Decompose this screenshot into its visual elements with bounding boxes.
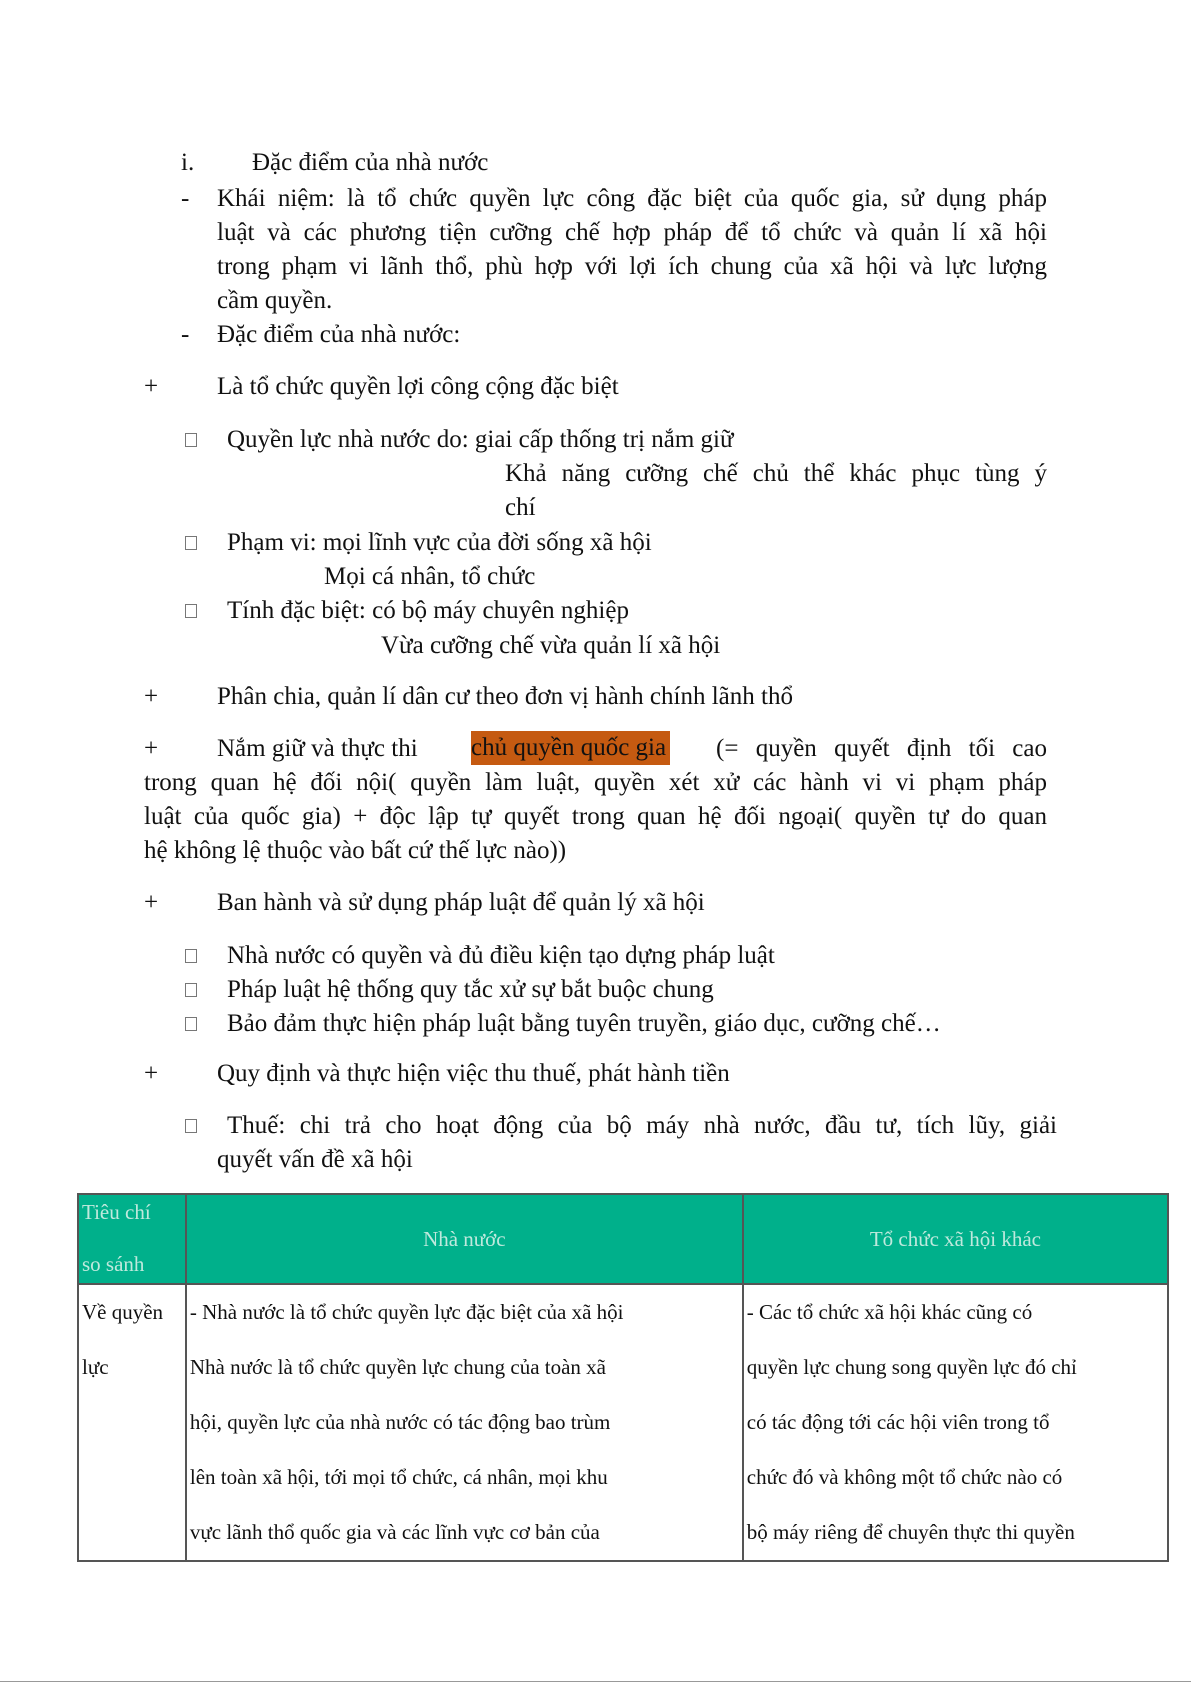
checkbox-icon — [185, 536, 197, 550]
cell-line: Nhà nước là tổ chức quyền lực chung của toàn xã — [189, 1355, 606, 1379]
feature-item: Phân chia, quản lí dân cư theo đơn vị hành chính lãnh thổ — [217, 683, 793, 710]
feature-item: Quy định và thực hiện việc thu thuế, phát hành tiền — [217, 1060, 730, 1087]
feature-item-line: trong quan hệ đối nội( quyền làm luật, quyền xét xử các hành vi vi phạm pháp — [144, 769, 1047, 796]
plus-marker: + — [144, 889, 159, 916]
sub-item-cont: Mọi cá nhân, tổ chức — [324, 563, 536, 590]
section-heading: Đặc điểm của nhà nước — [252, 149, 489, 176]
sub-item-cont: chí — [505, 494, 536, 521]
cell-line: lên toàn xã hội, tới mọi tổ chức, cá nhân, mọi khu — [189, 1465, 608, 1489]
checkbox-icon — [185, 1119, 197, 1133]
highlighted-text: chủ quyền quốc gia — [471, 731, 670, 765]
sub-item: Thuế: chi trả cho hoạt động của bộ máy nhà nước, đầu tư, tích lũy, giải — [227, 1112, 1057, 1139]
cell-line: có tác động tới các hội viên trong tổ — [746, 1410, 1050, 1434]
table-row — [78, 1284, 1168, 1561]
cell-line: - Nhà nước là tổ chức quyền lực đặc biệt của xã hội — [189, 1300, 624, 1324]
header-criteria — [78, 1194, 186, 1284]
cell-line: lực — [82, 1355, 109, 1379]
checkbox-icon — [185, 604, 197, 618]
plus-marker: + — [144, 373, 159, 400]
features-label: Đặc điểm của nhà nước: — [217, 321, 461, 348]
sub-item: Nhà nước có quyền và đủ điều kiện tạo dựng pháp luật — [227, 942, 775, 969]
cell-line: Về quyền — [82, 1300, 164, 1324]
cell-line: bộ máy riêng để chuyên thực thi quyền — [746, 1520, 1075, 1544]
feature-item: Ban hành và sử dụng pháp luật để quản lý xã hội — [217, 889, 705, 916]
checkbox-icon — [185, 433, 197, 447]
row-state-cell — [186, 1284, 743, 1561]
row-other-cell — [743, 1284, 1168, 1561]
cell-line: quyền lực chung song quyền lực đó chỉ — [746, 1355, 1077, 1379]
sub-item-cont: Khả năng cưỡng chế chủ thể khác phục tùng ý — [505, 460, 1047, 487]
feature-item-line1-post: (= quyền quyết định tối cao — [716, 735, 1047, 762]
plus-marker: + — [144, 1060, 159, 1087]
plus-marker: + — [144, 683, 159, 710]
table-header-row — [78, 1194, 1168, 1284]
sub-item: Tính đặc biệt: có bộ máy chuyên nghiệp — [227, 597, 629, 624]
sub-item: Pháp luật hệ thống quy tắc xử sự bắt buộc chung — [227, 976, 714, 1003]
plus-marker: + — [144, 735, 159, 762]
row-criteria — [78, 1284, 186, 1561]
feature-item-line: luật của quốc gia) + độc lập tự quyết trong quan hệ đối ngoại( quyền tự do quan — [144, 803, 1047, 830]
sub-item: Quyền lực nhà nước do: giai cấp thống trị nắm giữ — [227, 426, 734, 453]
section-marker: i. — [181, 149, 195, 176]
sub-item: Phạm vi: mọi lĩnh vực của đời sống xã hội — [227, 529, 652, 556]
feature-item: Là tổ chức quyền lợi công cộng đặc biệt — [217, 373, 619, 400]
page-bottom-rule — [0, 1681, 1191, 1682]
sub-item: Bảo đảm thực hiện pháp luật bằng tuyên truyền, giáo dục, cưỡng chế… — [227, 1010, 941, 1037]
definition-line: cầm quyền. — [217, 287, 333, 314]
definition-line: luật và các phương tiện cưỡng chế hợp pháp để tổ chức và quản lí xã hội — [217, 219, 1047, 246]
comparison-table — [77, 1193, 1169, 1562]
header-state: Nhà nước — [186, 1194, 743, 1284]
sub-item-cont: Vừa cưỡng chế vừa quản lí xã hội — [381, 632, 721, 659]
feature-item-line1-pre: Nắm giữ và thực thi — [217, 735, 418, 762]
sub-item-cont: quyết vấn đề xã hội — [217, 1146, 413, 1173]
header-criteria-line: so sánh — [82, 1252, 145, 1276]
cell-line: hội, quyền lực của nhà nước có tác động bao trùm — [189, 1410, 611, 1434]
checkbox-icon — [185, 983, 197, 997]
header-other-orgs: Tổ chức xã hội khác — [743, 1194, 1168, 1284]
checkbox-icon — [185, 1017, 197, 1031]
cell-line: chức đó và không một tổ chức nào có — [746, 1465, 1063, 1489]
dash-marker: - — [181, 185, 190, 212]
definition-line: Khái niệm: là tổ chức quyền lực công đặc biệt của quốc gia, sử dụng pháp — [217, 185, 1047, 212]
dash-marker: - — [181, 321, 190, 348]
feature-item-line: hệ không lệ thuộc vào bất cứ thế lực nào)) — [144, 837, 567, 864]
checkbox-icon — [185, 949, 197, 963]
definition-line: trong phạm vi lãnh thổ, phù hợp với lợi ích chung của xã hội và lực lượng — [217, 253, 1047, 280]
cell-line: vực lãnh thổ quốc gia và các lĩnh vực cơ bản của — [189, 1520, 600, 1544]
cell-line: - Các tổ chức xã hội khác cũng có — [746, 1300, 1033, 1324]
header-criteria-line: Tiêu chí — [82, 1200, 151, 1224]
